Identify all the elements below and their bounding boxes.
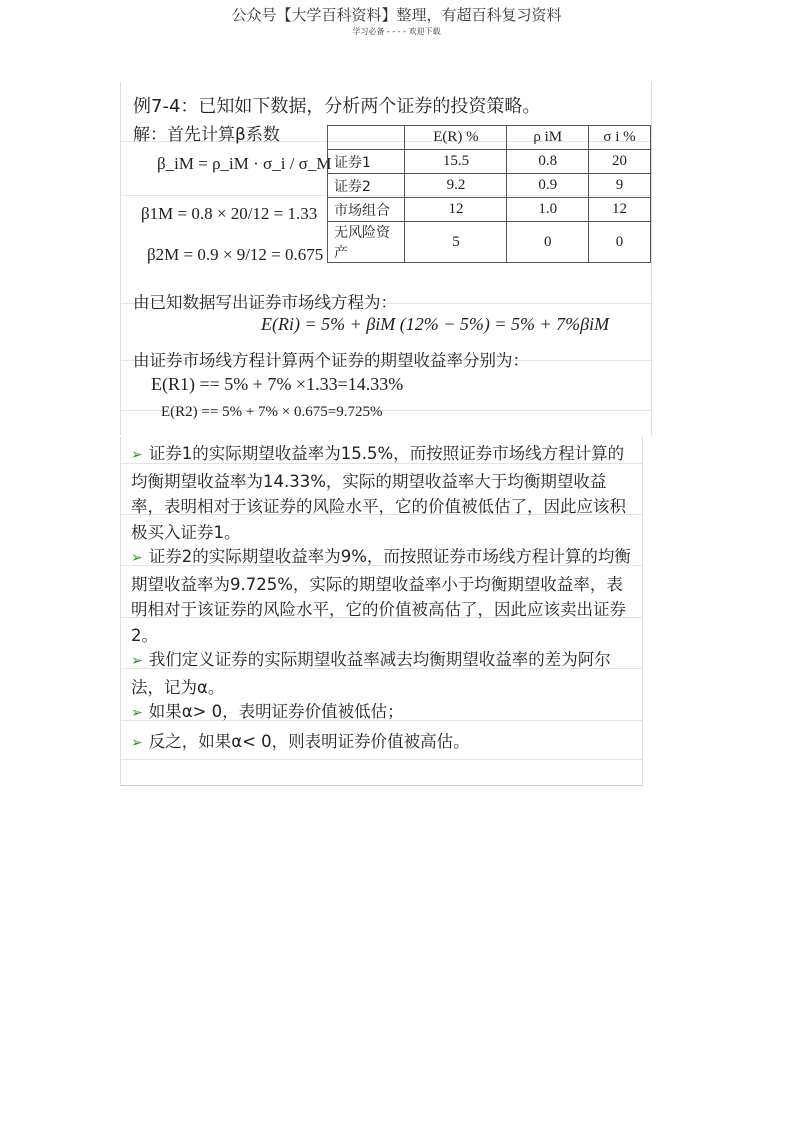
beta2-calc: β2M = 0.9 × 9/12 = 0.675 [147, 245, 324, 264]
slide-example [120, 82, 652, 435]
arrow-bullet-icon: ➢ [131, 653, 143, 669]
er1-calc: E(R1) == 5% + 7% ×1.33=14.33% [151, 374, 404, 394]
solution-heading: 解：首先计算β系数 [133, 125, 280, 145]
data-table: E(R) % ρ iM σ i % 证券1 15.5 0.8 20 证券2 9.2 0.9 9 市场组合 12 1.0 12 无风险资产 5 0 0 [327, 125, 651, 263]
arrow-bullet-icon: ➢ [131, 735, 143, 751]
table-row: 证券2 9.2 0.9 9 [328, 174, 651, 198]
slide-analysis [120, 437, 643, 786]
bullet-item: ➢ 如果α> 0，表明证券价值被低估； [131, 702, 404, 721]
arrow-bullet-icon: ➢ [131, 447, 143, 463]
bullet-item: ➢ 证券1的实际期望收益率为15.5%，而按照证券市场线方程计算的均衡期望收益率为14.33%，实际的期望收益率大于均衡期望收益率，表明相对于该证券的风险水平，它的价值被低估了，因此应该积极买入证券1。 [131, 444, 626, 542]
example-title: 例7-4：已知如下数据，分析两个证券的投资策略。 [133, 96, 541, 117]
table-row: 无风险资产 5 0 0 [328, 222, 651, 263]
sml-intro: 由已知数据写出证券市场线方程为： [133, 293, 397, 312]
sml-equation: E(Ri) = 5% + βiM (12% − 5%) = 5% + 7%βiM [261, 314, 610, 334]
beta-formula: β_iM = ρ_iM · σ_i / σ_M [157, 154, 332, 173]
arrow-bullet-icon: ➢ [131, 550, 143, 566]
arrow-bullet-icon: ➢ [131, 705, 143, 721]
page-subheader: 学习必备 - - - - 欢迎下载 [352, 27, 441, 36]
table-row: 市场组合 12 1.0 12 [328, 198, 651, 222]
bullet-item: ➢ 证券2的实际期望收益率为9%，而按照证券市场线方程计算的均衡期望收益率为9.725%，实际的期望收益率小于均衡期望收益率，表明相对于该证券的风险水平，它的价值被高估了，因此应该卖出证券2。 [131, 547, 631, 645]
er2-calc: E(R2) == 5% + 7% × 0.675=9.725% [161, 404, 383, 420]
page-header: 公众号【大学百科资料】整理，有超百科复习资料 [231, 6, 562, 24]
table-row: 证券1 15.5 0.8 20 [328, 150, 651, 174]
bullet-item: ➢ 反之，如果α< 0，则表明证券价值被高估。 [131, 732, 470, 751]
calc-intro: 由证券市场线方程计算两个证券的期望收益率分别为： [133, 351, 529, 370]
bullet-item: ➢ 我们定义证券的实际期望收益率减去均衡期望收益率的差为阿尔法，记为α。 [131, 650, 611, 697]
beta1-calc: β1M = 0.8 × 20/12 = 1.33 [141, 204, 318, 223]
